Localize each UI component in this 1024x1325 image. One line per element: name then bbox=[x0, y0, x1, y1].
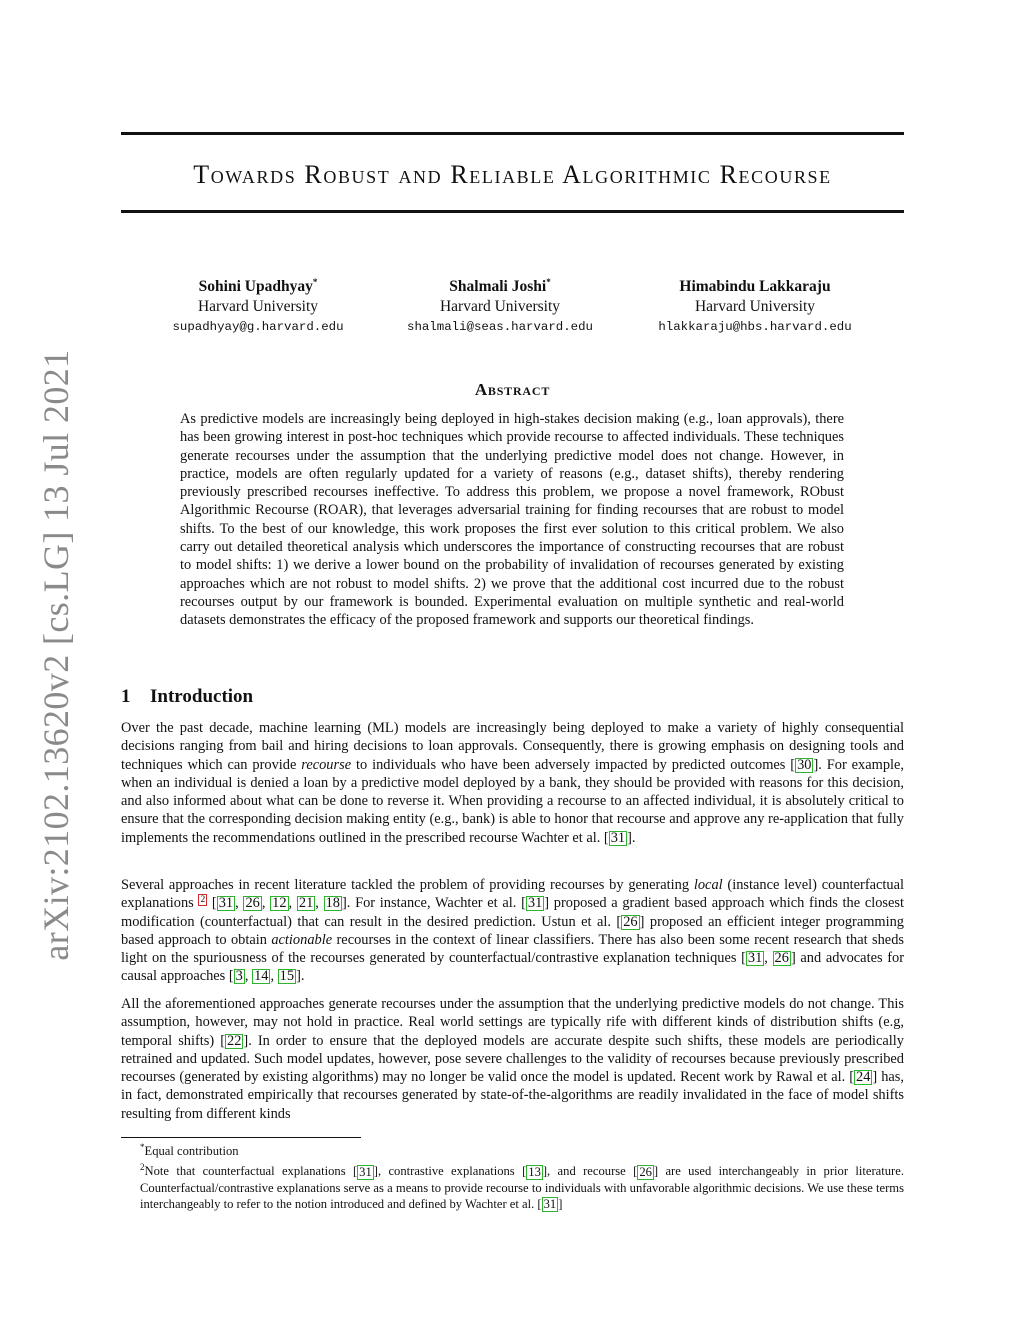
author-affiliation: Harvard University bbox=[694, 298, 816, 316]
author-email[interactable]: shalmali@seas.harvard.edu bbox=[407, 320, 593, 335]
footnotes bbox=[121, 1139, 904, 1213]
author-affiliation: Harvard University bbox=[439, 298, 561, 316]
abstract-heading: Abstract bbox=[474, 380, 551, 399]
title-top-rule bbox=[121, 132, 904, 135]
citation-link[interactable]: 26 bbox=[245, 895, 260, 912]
citation-link[interactable]: 13 bbox=[528, 1164, 541, 1179]
intro-paragraph: All the aforementioned approaches generate recourses under the assumption that the underlying predictive models do not change. This assumption, however, may not hold in practice. Real world settings are typically rife with different kinds of distribution shifts (e.g, temporal shifts) [ 22 ]. In order to ensure that the deployed models are accurate despite such shifts, these models are periodically retrained and updated. Such model updates, however, pose severe challenges to the validity of recourses because previously prescribed recourses (generated by existing algorithms) may no longer be valid once the model is updated. Recent work by Rawal et al. [ 24 ] has, in fact, demonstrated empirically that recourses generated by state-of-the-algorithms are readily invalidated in the face of model shifts resulting from different kinds bbox=[121, 996, 904, 1122]
citation-link[interactable]: 18 bbox=[325, 895, 340, 912]
title-bottom-rule bbox=[121, 210, 904, 213]
citation-link[interactable]: 15 bbox=[279, 968, 295, 985]
citation-link[interactable]: 14 bbox=[254, 968, 269, 985]
abstract-text: As predictive models are increasingly being deployed in high-stakes decision making (e.g., loan approvals), there has been growing interest in post-hoc techniques which provide recourse to affected individuals. These techniques generate recourses under the assumption that the underlying predictive model does not change. However, in practice, models are often regularly updated for a variety of reasons (e.g., dataset shifts), thereby rendering previously prescribed recourses ineffective. To address this problem, we propose a novel framework, RObust Algorithmic Recourse (ROAR), that leverages adversarial training for finding recourses that are robust to model shifts. To the best of our knowledge, this work proposes the first ever solution to this critical problem. We also carry out detailed theoretical analysis which underscores the importance of constructing recourses that are robust to model shifts: 1) we derive a lower bound on the probability of invalidation of recourses generated by existing approaches which are not robust to model shifts. 2) we prove that the additional cost incurred due to the robust recourses output by our framework is bounded. Experimental evaluation on multiple synthetic and real-world datasets demonstrates the efficacy of the proposed framework and supports our theoretical findings. bbox=[180, 411, 844, 629]
citation-link[interactable]: 31 bbox=[610, 829, 626, 846]
intro-paragraph: Over the past decade, machine learning (ML) models are increasingly being deployed to make a variety of highly consequential decisions ranging from bail and hiring decisions to loan approvals. Consequently, there is growing emphasis on designing tools and techniques which can provide recourse to individuals who have been adversely impacted by predicted outcomes [ 30 ]. For example, when an individual is denied a loan by a predictive model deployed by a bank, they should be provided with reasons for this decision, and also informed about what can be done to reverse it. When providing a recourse to an affected individual, it is absolutely critical to ensure that the corresponding decision making entity (e.g., bank) is able to honor that recourse and approve any re-application that fully implements the recommendations outlined in the prescribed recourse Wachter et al. [ 31 ]. bbox=[121, 720, 905, 846]
author-block bbox=[370, 272, 630, 337]
paper-title: Towards Robust and Reliable Algorithmic Recourse bbox=[193, 160, 832, 189]
citation-link[interactable]: 22 bbox=[227, 1032, 242, 1049]
section-title: Introduction bbox=[150, 686, 254, 707]
intro-paragraph: Several approaches in recent literature tackled the problem of providing recourses by generating local (instance level) counterfactual explanations 2 [ 31 , 26 , 12 , 21 , 18 ]. For instance, Wachter et al. [ 31 ] proposed a gradient based approach which finds the closest modification (counterfactual) that can result in the desired prediction. Ustun et al. [ 26 ] proposed an efficient integer programming based approach to obtain actionable recourses in the context of linear classifiers. There has also been some recent research that sheds light on the spuriousness of the recourses generated by counterfactual/contrastive explanation techniques [ 31 , 26 ] and advocates for causal approaches [ 3 , 14 , 15 ]. bbox=[121, 877, 905, 985]
author-name: Shalmali Joshi* bbox=[449, 277, 551, 296]
author-email[interactable]: hlakkaraju@hbs.harvard.edu bbox=[658, 320, 852, 335]
footnote-link[interactable]: 2 bbox=[200, 895, 206, 906]
section-number: 1 bbox=[121, 686, 131, 707]
citation-link[interactable]: 12 bbox=[272, 895, 287, 912]
citation-link[interactable]: 24 bbox=[856, 1069, 871, 1086]
author-name: Himabindu Lakkaraju bbox=[679, 278, 831, 296]
section-heading-introduction bbox=[121, 686, 253, 708]
citation-link[interactable]: 30 bbox=[797, 756, 812, 773]
citation-link[interactable]: 31 bbox=[747, 950, 763, 967]
citation-link[interactable]: 31 bbox=[359, 1164, 372, 1179]
author-affiliation: Harvard University bbox=[197, 298, 319, 316]
author-name: Sohini Upadhyay* bbox=[198, 277, 318, 296]
arxiv-identifier-stamp: arXiv:2102.13620v2 [cs.LG] 13 Jul 2021 bbox=[36, 349, 76, 961]
citation-link[interactable]: 31 bbox=[543, 1197, 557, 1212]
citation-link[interactable]: 26 bbox=[623, 913, 638, 930]
author-email[interactable]: supadhyay@g.harvard.edu bbox=[172, 320, 344, 335]
author-block bbox=[625, 272, 885, 337]
footnote-1: *Equal contribution bbox=[140, 1142, 239, 1159]
citation-link[interactable]: 31 bbox=[527, 895, 543, 912]
citation-link[interactable]: 31 bbox=[218, 895, 234, 912]
citation-link[interactable]: 26 bbox=[639, 1164, 652, 1179]
citation-link[interactable]: 3 bbox=[235, 968, 243, 985]
footnote-2: $^2$Note that counterfactual explanations [ 31 ], contrastive explanations [ 13 ], and recourse [ 26 ] are used interchangeably in prior literature. Counterfactual/contrastive explanations serve as a means to provide recourse to individuals with unfavorable algorithmic decisions. We use these terms interchangeably to refer to the notion introduced and defined by Wachter et al. [ 31 ] bbox=[140, 1162, 904, 1212]
footnote-separator bbox=[121, 1137, 361, 1138]
citation-link[interactable]: 26 bbox=[774, 950, 789, 967]
citation-link[interactable]: 21 bbox=[298, 895, 314, 912]
author-block bbox=[128, 272, 388, 337]
